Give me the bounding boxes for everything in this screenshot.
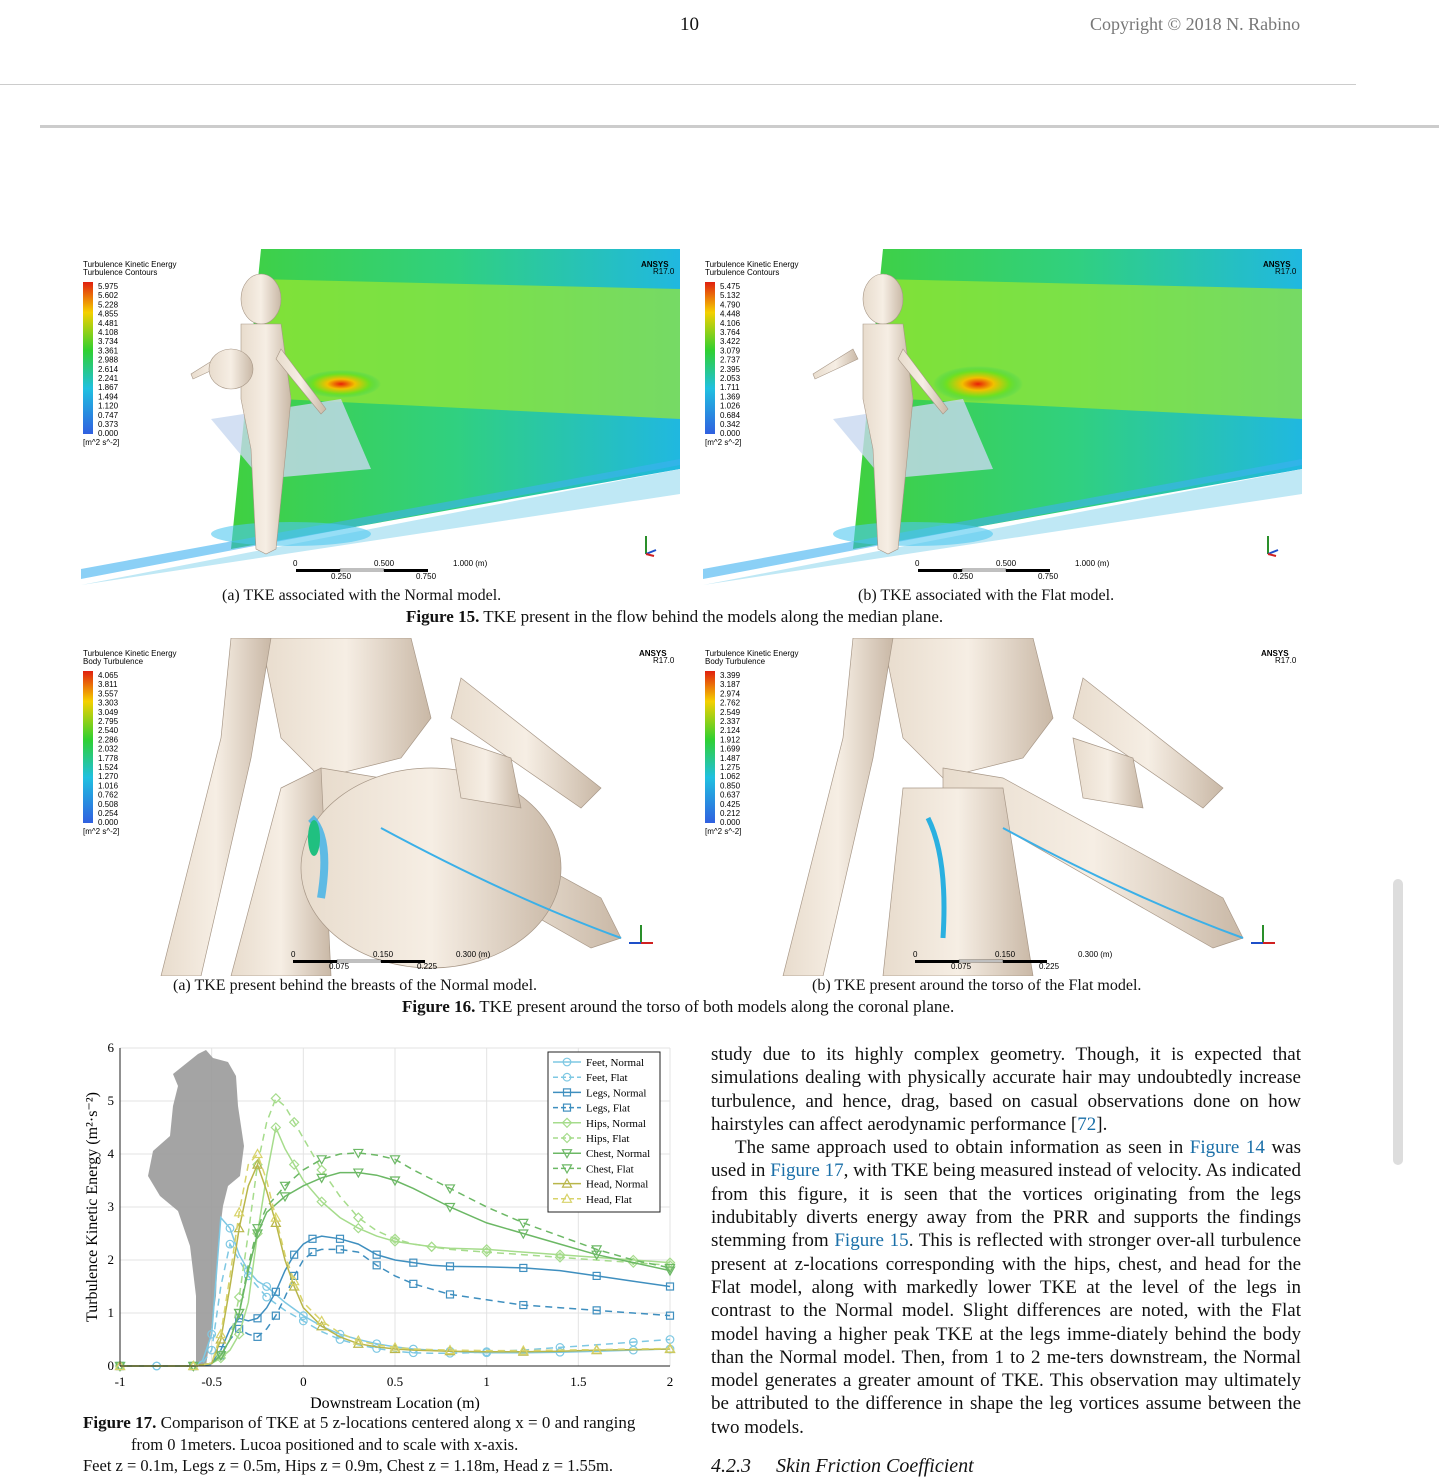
scale-label: 0.150 — [373, 950, 394, 959]
section-title: Skin Friction Coefficient — [776, 1455, 974, 1477]
text-run: was used in — [711, 1137, 1301, 1182]
colorbar-label: 4.065 — [98, 671, 119, 680]
figure-15-link[interactable]: Figure 15 — [834, 1230, 909, 1252]
colorbar-label: 2.032 — [98, 744, 119, 754]
colorbar-label: 3.079 — [720, 346, 741, 356]
fig15b-colorbar-labels — [720, 282, 741, 438]
colorbar-label: 2.974 — [720, 689, 741, 699]
y-axis-label: Turbulence Kinetic Energy (m²·s⁻²) — [84, 1092, 101, 1322]
colorbar-label: 2.795 — [98, 717, 119, 726]
fig16a-colorbar-title: Turbulence Kinetic Energy — [83, 649, 177, 658]
body-text — [711, 1043, 1301, 1439]
fig16b-colorbar-subtitle: Body Turbulence — [705, 657, 766, 666]
colorbar-label: 4.108 — [98, 328, 119, 337]
fig16a-colorbar-unit: [m^2 s^-2] — [83, 827, 120, 836]
colorbar-label: 0.684 — [720, 410, 741, 420]
colorbar-label: 2.988 — [98, 355, 119, 365]
scale-label: 0.150 — [995, 950, 1016, 959]
fig16b-body-panel — [703, 638, 1302, 976]
text-run: . This is reflected with stronger over-all turbulence present at z-locations corresponding with the hips, chest, and head for the Flat model, along with markedly lower TKE at the level of the legs in contrast to the Normal model. Slight differences are noted, with the Flat model having a higher peak TKE at the legs imme-diately behind the body than the Normal model. Then, from 1 to 2 me-ters downstream, the Normal model generates a greater amount of TKE. This observation may ultimately be attributed to the difference in shape the leg vortices assume between the two models. — [711, 1230, 1301, 1438]
colorbar-label: 4.481 — [98, 318, 119, 328]
x-tick-label: -0.5 — [201, 1374, 222, 1389]
colorbar-label: 0.637 — [720, 790, 741, 800]
colorbar-label: 2.737 — [720, 355, 741, 365]
text-run: study due to its highly complex geometry. Though, it is expected that simulations dealing with physically accurate hair may undoubtedly increase turbulence, and hence, drag, based on casual observations done on how hairstyles can affect aerodynamic performance [ — [711, 1044, 1301, 1135]
copyright-notice: Copyright © 2018 N. Rabino — [1090, 14, 1301, 34]
colorbar-label: 2.395 — [720, 364, 741, 374]
fig17-caption-line2: from 0 1meters. Lucoa positioned and to scale with x-axis. — [131, 1435, 519, 1454]
fig16b-caption: (b) TKE present around the torso of the Flat model. — [812, 977, 1142, 994]
fig15b-colorbar-title: Turbulence Kinetic Energy — [705, 260, 799, 269]
colorbar-label: 2.286 — [98, 735, 119, 745]
scale-label: 0.225 — [417, 962, 438, 971]
x-tick-label: 0 — [300, 1374, 307, 1389]
ansys-version: R17.0 — [653, 267, 675, 276]
legend-entry: Chest, Normal — [586, 1148, 651, 1161]
scale-label: 0.250 — [953, 572, 974, 581]
fig15b-contour-panel — [703, 249, 1302, 585]
scale-label: 0.250 — [331, 572, 352, 581]
x-tick-label: -1 — [114, 1374, 126, 1389]
colorbar-label: 3.303 — [98, 698, 119, 708]
fig17-caption-text: Comparison of TKE at 5 z-locations centered along x = 0 and ranging — [156, 1413, 636, 1432]
colorbar-label: 0.000 — [720, 429, 741, 439]
figure-17-link[interactable]: Figure 17 — [770, 1160, 844, 1182]
scale-label: 0 — [915, 559, 920, 568]
legend-entry: Head, Normal — [586, 1178, 649, 1191]
section-heading — [711, 1455, 974, 1478]
fig15a-colorbar-labels — [98, 282, 119, 438]
fig16a-colorbar-labels — [98, 671, 119, 827]
colorbar-label: 1.120 — [98, 401, 119, 411]
colorbar-label: 1.711 — [720, 383, 740, 393]
colorbar-label: 0.000 — [98, 429, 119, 439]
legend-entry: Legs, Flat — [586, 1102, 630, 1115]
colorbar-label: 2.124 — [720, 726, 741, 736]
colorbar-label: 3.399 — [720, 671, 741, 680]
colorbar-label: 2.241 — [98, 374, 119, 383]
y-tick-label: 6 — [107, 1040, 114, 1055]
scale-label: 0.225 — [1039, 962, 1060, 971]
colorbar-label: 3.422 — [720, 337, 741, 347]
y-tick-label: 5 — [107, 1093, 114, 1108]
legend-entry: Chest, Flat — [586, 1163, 634, 1176]
ansys-version: R17.0 — [1275, 656, 1297, 665]
ansys-version: R17.0 — [1275, 267, 1297, 276]
x-tick-label: 1.5 — [570, 1374, 587, 1389]
fig15-label: Figure 15. — [406, 607, 480, 626]
fig15b-caption: (b) TKE associated with the Flat model. — [858, 587, 1115, 604]
scale-label: 1.000 (m) — [1075, 559, 1110, 568]
colorbar-label: 1.369 — [720, 392, 741, 402]
ansys-logo: ANSYS — [639, 649, 667, 658]
scale-label: 0.500 — [374, 559, 395, 568]
fig15a-caption: (a) TKE associated with the Normal model. — [222, 587, 502, 604]
fig16a-colorbar-subtitle: Body Turbulence — [83, 657, 144, 666]
fig17-caption — [83, 1413, 635, 1433]
fig16-caption — [402, 997, 954, 1017]
colorbar-label: 1.524 — [98, 763, 119, 772]
colorbar-label: 0.342 — [720, 420, 741, 429]
colorbar-label: 1.487 — [720, 753, 741, 763]
colorbar-label: 3.361 — [98, 346, 119, 356]
colorbar-label: 3.811 — [98, 680, 118, 690]
colorbar-label: 1.270 — [98, 772, 119, 782]
paragraph-2 — [711, 1136, 1301, 1439]
scale-label: 0.075 — [951, 962, 972, 971]
colorbar-label: 2.614 — [98, 364, 119, 374]
scale-label: 0 — [293, 559, 298, 568]
y-tick-label: 3 — [107, 1199, 114, 1214]
colorbar-label: 0.850 — [720, 781, 741, 791]
fig15a-colorbar-subtitle: Turbulence Contours — [83, 268, 158, 277]
scrollbar-thumb[interactable] — [1393, 879, 1403, 1165]
colorbar-label: 3.764 — [720, 328, 741, 337]
colorbar-label: 2.762 — [720, 698, 741, 708]
scale-label: 0 — [291, 950, 296, 959]
y-tick-label: 4 — [107, 1146, 114, 1161]
colorbar-label: 3.734 — [98, 337, 119, 347]
section-number: 4.2.3 — [711, 1455, 751, 1477]
scale-label: 0.500 — [996, 559, 1017, 568]
x-tick-label: 2 — [666, 1374, 674, 1389]
colorbar-label: 1.494 — [98, 392, 119, 402]
colorbar-label: 4.855 — [98, 309, 119, 319]
colorbar-label: 0.508 — [98, 799, 119, 809]
fig16a-body-panel — [81, 638, 680, 976]
citation-link[interactable]: 72 — [1077, 1113, 1097, 1135]
colorbar-label: 0.747 — [98, 410, 119, 420]
legend-entry: Hips, Normal — [586, 1117, 646, 1130]
fig15a-colorbar-title: Turbulence Kinetic Energy — [83, 260, 177, 269]
colorbar-label: 5.132 — [720, 291, 741, 301]
fig16-label: Figure 16. — [402, 997, 476, 1016]
paragraph-1 — [711, 1043, 1301, 1136]
colorbar-label: 4.448 — [720, 309, 741, 319]
fig17-chart — [78, 1036, 690, 1414]
colorbar-label: 0.373 — [98, 420, 119, 429]
fig15b-colorbar-subtitle: Turbulence Contours — [705, 268, 780, 277]
fig16b-colorbar-labels — [720, 671, 741, 827]
y-tick-label: 2 — [107, 1252, 114, 1267]
fig17-label: Figure 17. — [83, 1413, 157, 1432]
colorbar-label: 1.699 — [720, 744, 741, 754]
legend-entry: Hips, Flat — [586, 1133, 630, 1145]
colorbar-label: 1.016 — [98, 781, 119, 791]
scale-label: 0 — [913, 950, 918, 959]
fig15a-contour-panel — [81, 249, 680, 585]
ansys-logo: ANSYS — [1263, 260, 1291, 269]
legend-entry: Feet, Flat — [586, 1072, 628, 1085]
fig15a-colorbar-unit: [m^2 s^-2] — [83, 438, 120, 447]
text-run: ]. — [1096, 1113, 1108, 1135]
text-run: The same approach used to obtain information as seen in — [735, 1137, 1190, 1159]
colorbar-label: 0.000 — [720, 818, 741, 828]
fig16a-caption: (a) TKE present behind the breasts of the Normal model. — [173, 977, 538, 994]
colorbar-label: 2.053 — [720, 374, 741, 383]
scale-label: 1.000 (m) — [453, 559, 488, 568]
colorbar-label: 0.762 — [98, 790, 119, 800]
x-tick-label: 0.5 — [386, 1374, 404, 1389]
colorbar-label: 3.557 — [98, 689, 119, 699]
x-axis-label: Downstream Location (m) — [310, 1395, 480, 1412]
header-rule-thick — [40, 125, 1439, 128]
ansys-logo: ANSYS — [641, 260, 669, 269]
scale-label: 0.300 (m) — [456, 950, 491, 959]
fig16b-colorbar-title: Turbulence Kinetic Energy — [705, 649, 799, 658]
text-run: , with TKE being measured instead of velocity. As indicated from this figure, it is seen that the vortices originating from the legs indubitably diverts energy away from the PRR and supports the findings stemming from — [711, 1160, 1301, 1252]
colorbar-label: 0.425 — [720, 799, 741, 809]
scale-label: 0.300 (m) — [1078, 950, 1113, 959]
fig16-caption-text: TKE present around the torso of both models along the coronal plane. — [475, 997, 955, 1016]
ansys-version: R17.0 — [653, 656, 675, 665]
header-rule — [0, 84, 1356, 85]
scale-label: 0.750 — [416, 572, 437, 581]
fig15-caption-text: TKE present in the flow behind the models along the median plane. — [479, 607, 944, 626]
colorbar-label: 0.254 — [98, 809, 119, 818]
fig15-caption — [406, 607, 943, 627]
x-tick-label: 1 — [483, 1374, 490, 1389]
colorbar-label: 1.026 — [720, 401, 741, 411]
colorbar-label: 1.912 — [720, 735, 741, 745]
y-tick-label: 0 — [107, 1358, 114, 1373]
colorbar-label: 3.187 — [720, 680, 741, 690]
legend-entry: Feet, Normal — [586, 1057, 645, 1069]
colorbar-label: 5.975 — [98, 282, 119, 291]
page-number: 10 — [680, 14, 699, 35]
colorbar-label: 0.212 — [720, 809, 741, 818]
colorbar-label: 4.790 — [720, 300, 741, 310]
colorbar-label: 4.106 — [720, 318, 741, 328]
legend-entry: Head, Flat — [586, 1193, 632, 1206]
colorbar-label: 2.549 — [720, 707, 741, 717]
colorbar-label: 1.062 — [720, 772, 741, 782]
colorbar-label: 5.475 — [720, 282, 741, 291]
scale-label: 0.750 — [1038, 572, 1059, 581]
ansys-logo: ANSYS — [1261, 649, 1289, 658]
colorbar-label: 1.867 — [98, 383, 119, 393]
colorbar-label: 0.000 — [98, 818, 119, 828]
colorbar-label: 1.275 — [720, 763, 741, 772]
fig15b-colorbar-unit: [m^2 s^-2] — [705, 438, 742, 447]
scale-label: 0.075 — [329, 962, 350, 971]
fig16b-colorbar-unit: [m^2 s^-2] — [705, 827, 742, 836]
fig17-caption-line3: Feet z = 0.1m, Legs z = 0.5m, Hips z = 0.9m, Chest z = 1.18m, Head z = 1.55m. — [83, 1456, 613, 1475]
colorbar-label: 5.228 — [98, 300, 119, 310]
y-tick-label: 1 — [107, 1305, 114, 1320]
colorbar-label: 2.337 — [720, 717, 741, 726]
colorbar-label: 3.049 — [98, 707, 119, 717]
colorbar-label: 1.778 — [98, 753, 119, 763]
figure-14-link[interactable]: Figure 14 — [1189, 1137, 1265, 1159]
colorbar-label: 5.602 — [98, 291, 119, 301]
colorbar-label: 2.540 — [98, 726, 119, 736]
legend-entry: Legs, Normal — [586, 1087, 647, 1100]
